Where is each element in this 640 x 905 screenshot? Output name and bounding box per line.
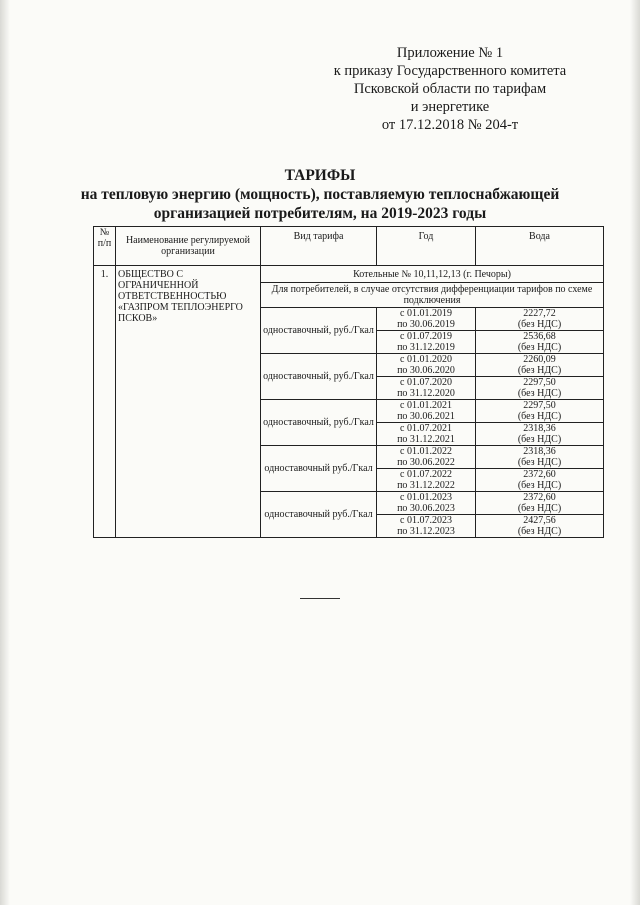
vat-note: (без НДС) [517, 388, 562, 399]
tariff-type: одноставочный руб./Гкал [261, 492, 377, 538]
vat-note: (без НДС) [517, 480, 562, 491]
boiler-houses: Котельные № 10,11,12,13 (г. Печоры) [261, 266, 604, 283]
period-from: с 01.07.2021 [400, 423, 452, 434]
tariff-value: 2536,68 [523, 331, 556, 342]
tariff-value: 2318,36 [523, 423, 556, 434]
title-subline: на тепловую энергию (мощность), поставляемую теплоснабжающей [80, 186, 560, 203]
scan-edge-left [0, 0, 10, 905]
appendix-line: Приложение № 1 [396, 45, 504, 61]
vat-note: (без НДС) [517, 319, 562, 330]
vat-note: (без НДС) [517, 526, 562, 537]
tariff-type: одноставочный, руб./Гкал [261, 400, 377, 446]
water-tariff-cell [476, 400, 604, 423]
tariff-value: 2260,09 [523, 354, 556, 365]
tariff-value: 2297,50 [523, 377, 556, 388]
period-to: по 31.12.2021 [397, 434, 455, 445]
period-from: с 01.01.2019 [400, 308, 452, 319]
header-year: Год [377, 227, 476, 266]
tariff-value: 2297,50 [523, 400, 556, 411]
period-cell [377, 515, 476, 538]
vat-note: (без НДС) [517, 457, 562, 468]
table-header-row [94, 227, 604, 266]
period-to: по 31.12.2019 [397, 342, 455, 353]
vat-note: (без НДС) [517, 365, 562, 376]
row-number: 1. [94, 266, 116, 538]
vat-note: (без НДС) [517, 342, 562, 353]
period-from: с 01.07.2020 [400, 377, 452, 388]
period-to: по 30.06.2023 [397, 503, 455, 514]
document-title [60, 166, 580, 223]
period-to: по 31.12.2023 [397, 526, 455, 537]
vat-note: (без НДС) [517, 434, 562, 445]
period-cell [377, 377, 476, 400]
water-tariff-cell [476, 492, 604, 515]
header-organization: Наименование регулируемой организации [116, 227, 261, 266]
tariff-table [93, 226, 604, 538]
vat-note: (без НДС) [517, 411, 562, 422]
period-to: по 30.06.2022 [397, 457, 455, 468]
vat-note: (без НДС) [517, 503, 562, 514]
water-tariff-cell [476, 354, 604, 377]
differentiation-note: Для потребителей, в случае отсутствия дифференциации тарифов по схеме подключения [261, 283, 604, 308]
period-cell [377, 423, 476, 446]
tariff-value: 2427,56 [523, 515, 556, 526]
water-tariff-cell [476, 515, 604, 538]
water-tariff-cell [476, 331, 604, 354]
appendix-line: к приказу Государственного комитета [333, 63, 567, 79]
period-cell [377, 308, 476, 331]
appendix-line: Псковской области по тарифам [353, 81, 547, 97]
period-cell [377, 446, 476, 469]
period-from: с 01.01.2021 [400, 400, 452, 411]
period-from: с 01.01.2022 [400, 446, 452, 457]
water-tariff-cell [476, 377, 604, 400]
table-row [94, 266, 604, 283]
tariff-type: одноставочный руб./Гкал [261, 446, 377, 492]
period-from: с 01.07.2019 [400, 331, 452, 342]
title-main: ТАРИФЫ [284, 167, 356, 184]
end-divider [300, 598, 340, 599]
header-tariff-type: Вид тарифа [261, 227, 377, 266]
period-from: с 01.01.2020 [400, 354, 452, 365]
tariff-type: одноставочный, руб./Гкал [261, 354, 377, 400]
water-tariff-cell [476, 308, 604, 331]
appendix-line: и энергетике [410, 99, 490, 115]
period-to: по 30.06.2021 [397, 411, 455, 422]
water-tariff-cell [476, 446, 604, 469]
scan-edge-right [630, 0, 640, 905]
period-from: с 01.07.2023 [400, 515, 452, 526]
tariff-value: 2227,72 [523, 308, 556, 319]
period-cell [377, 331, 476, 354]
appendix-header [300, 44, 600, 134]
water-tariff-cell [476, 469, 604, 492]
water-tariff-cell [476, 423, 604, 446]
period-to: по 30.06.2020 [397, 365, 455, 376]
header-water: Вода [476, 227, 604, 266]
period-to: по 30.06.2019 [397, 319, 455, 330]
period-to: по 31.12.2020 [397, 388, 455, 399]
tariff-type: одноставочный, руб./Гкал [261, 308, 377, 354]
title-subline: организацией потребителям, на 2019-2023 годы [153, 205, 487, 222]
period-cell [377, 469, 476, 492]
period-from: с 01.07.2022 [400, 469, 452, 480]
tariff-value: 2372,60 [523, 492, 556, 503]
period-cell [377, 492, 476, 515]
organization-name: ОБЩЕСТВО С ОГРАНИЧЕННОЙ ОТВЕТСТВЕННОСТЬЮ «ГАЗПРОМ ТЕПЛОЭНЕРГО ПСКОВ» [116, 266, 261, 538]
appendix-date-line: от 17.12.2018 № 204-т [381, 117, 519, 133]
header-number: № п/п [94, 227, 116, 266]
period-cell [377, 354, 476, 377]
period-cell [377, 400, 476, 423]
period-from: с 01.01.2023 [400, 492, 452, 503]
period-to: по 31.12.2022 [397, 480, 455, 491]
tariff-value: 2372,60 [523, 469, 556, 480]
tariff-value: 2318,36 [523, 446, 556, 457]
